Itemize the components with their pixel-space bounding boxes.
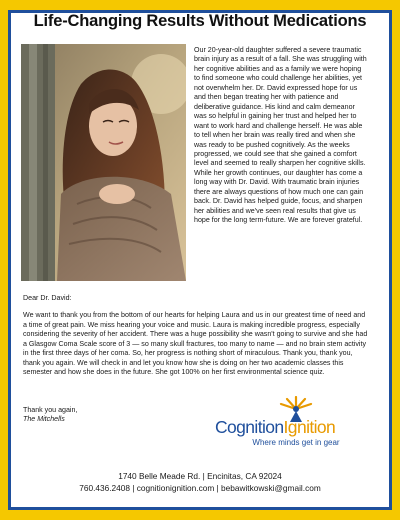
cognition-ignition-logo	[215, 396, 377, 450]
testimonial-story: Our 20-year-old daughter suffered a severe traumatic brain injury as a result of a fall. She was struggling with her cognitive abilities and as a family we were hoping to find someone who could challenge her abilities, yet not overwhelm her. Dr. David expressed hope for us and then began treating her with patience and deliberative guidance. His kind and calm demeanor was so helpful in gaining her trust and helped her to want to work hard and challenge herself. He was able to tell when her brain was really tired and when she was ready to be pushed cognitively. As the weeks progressed, we could see that she gained a comfort level and seemed to really sharpen her cognitive skills. While her growth continues, our daughter has come a long way with Dr. David. With traumatic brain injuries there are always questions of how much one can gain back. Dr. David has helped guide, focus, and sharpen her abilities and we've seen real results that give us hope for the long term-future. We are forever grateful.	[194, 46, 367, 225]
thank-you-letter	[23, 294, 369, 390]
footer-address: 1740 Belle Meade Rd. | Encinitas, CA 92024	[118, 471, 282, 481]
letter-body: We want to thank you from the bottom of our hearts for helping Laura and us in our greatest time of need and a time of great pain. We miss hearing your voice and music. Laura is making incredible progress, especially considering the severity of her accident. There was a huge possibility she wasn't going to survive and she had a Glasgow Coma Scale score of 3 — so many skull fractures, too many to name — and no brain stem activity in the first three days of her coma. So, her progress is nothing short of miraculous. Thank you, thank you, thank you again. We will check in and let you know how she is doing on her two academic classes this semester and how she does in the future. She got 100% on her first environmental science quiz.	[23, 311, 368, 377]
logo-wordmark-part1: Cognition	[215, 417, 284, 437]
logo-tagline: Where minds get in gear	[252, 438, 340, 447]
footer-contact	[0, 470, 400, 494]
testimonial-photo	[21, 44, 186, 281]
letter-signature: The Mitchells	[23, 415, 65, 424]
logo-wordmark	[215, 417, 377, 438]
letter-signoff	[23, 406, 77, 425]
page-title: Life-Changing Results Without Medications	[33, 12, 367, 30]
logo-wordmark-part2: Ignition	[283, 417, 336, 437]
letter-greeting: Dear Dr. David:	[23, 294, 72, 302]
footer-contact-line: 760.436.2408 | cognitionignition.com | bebawitkowski@gmail.com	[79, 483, 321, 493]
letter-closing: Thank you again,	[23, 406, 78, 414]
